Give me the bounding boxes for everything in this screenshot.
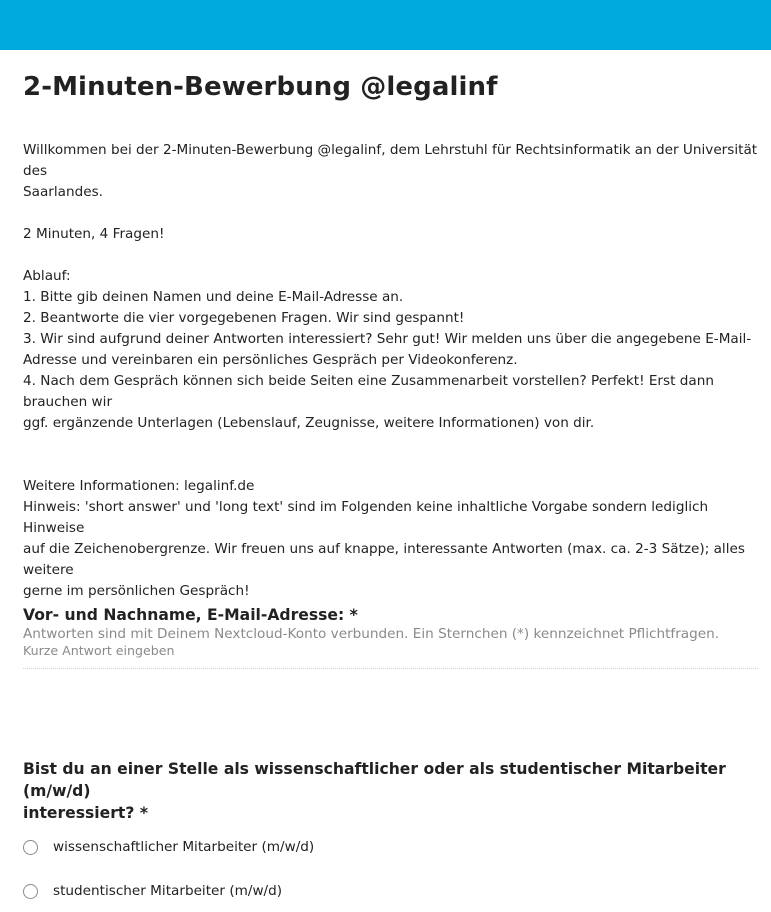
description-line: ggf. ergänzende Unterlagen (Lebenslauf, Zeugnisse, weitere Informationen) von dir.: [23, 415, 595, 431]
question-title: [23, 758, 758, 824]
description-line: auf die Zeichenobergrenze. Wir freuen uns auf knappe, interessante Antworten (max. ca. 2-3 Sätze); alles weitere: [23, 541, 745, 578]
description-line: gerne im persönlichen Gespräch!: [23, 583, 250, 599]
description-line: 1. Bitte gib deinen Namen und deine E-Mail-Adresse an.: [23, 289, 404, 305]
option-label: wissenschaftlicher Mitarbeiter (m/w/d): [53, 839, 315, 855]
description-line: 2 Minuten, 4 Fragen!: [23, 226, 165, 242]
description-line: Ablauf:: [23, 268, 71, 284]
required-info-text: Antworten sind mit Deinem Nextcloud-Konto verbunden. Ein Sternchen (*) kennzeichnet Pflichtfragen.: [23, 626, 720, 642]
form-description: [23, 140, 758, 602]
question-position-type: [23, 758, 758, 902]
description-line: 2. Beantworte die vier vorgegebenen Fragen. Wir sind gespannt!: [23, 310, 465, 326]
description-line: Willkommen bei der 2-Minuten-Bewerbung @legalinf, dem Lehrstuhl für Rechtsinformatik an der Universität des: [23, 142, 758, 179]
option-label: studentischer Mitarbeiter (m/w/d): [53, 883, 283, 899]
description-line: Adresse und vereinbaren ein persönliches Gespräch per Videokonferenz.: [23, 352, 518, 368]
question-title-line: interessiert? *: [23, 804, 149, 822]
question-title: Vor- und Nachname, E-Mail-Adresse: *: [23, 606, 358, 624]
question-title-line: Bist du an einer Stelle als wissenschaftlicher oder als studentischer Mitarbeiter (m/w/d): [23, 760, 726, 800]
radio-option-wissenschaftlich[interactable]: [23, 836, 758, 858]
form-container: [23, 70, 758, 645]
description-line: Saarlandes.: [23, 184, 103, 200]
form-title: 2-Minuten-Bewerbung @legalinf: [23, 72, 498, 102]
description-line: Weitere Informationen: legalinf.de: [23, 478, 255, 494]
radio-button[interactable]: [23, 840, 38, 855]
description-line: 4. Nach dem Gespräch können sich beide Seiten eine Zusammenarbeit vorstellen? Perfekt! Erst dann brauchen wir: [23, 373, 714, 410]
question-name-email: [23, 604, 758, 669]
description-line: Hinweis: 'short answer' und 'long text' sind im Folgenden keine inhaltliche Vorgabe sondern lediglich Hinweise: [23, 499, 709, 536]
top-header-bar: [0, 0, 771, 50]
radio-option-studentisch[interactable]: [23, 880, 758, 902]
description-line: 3. Wir sind aufgrund deiner Antworten interessiert? Sehr gut! Wir melden uns über die angegebene E-Mail-: [23, 331, 752, 347]
radio-button[interactable]: [23, 884, 38, 899]
name-email-input[interactable]: [23, 643, 758, 669]
